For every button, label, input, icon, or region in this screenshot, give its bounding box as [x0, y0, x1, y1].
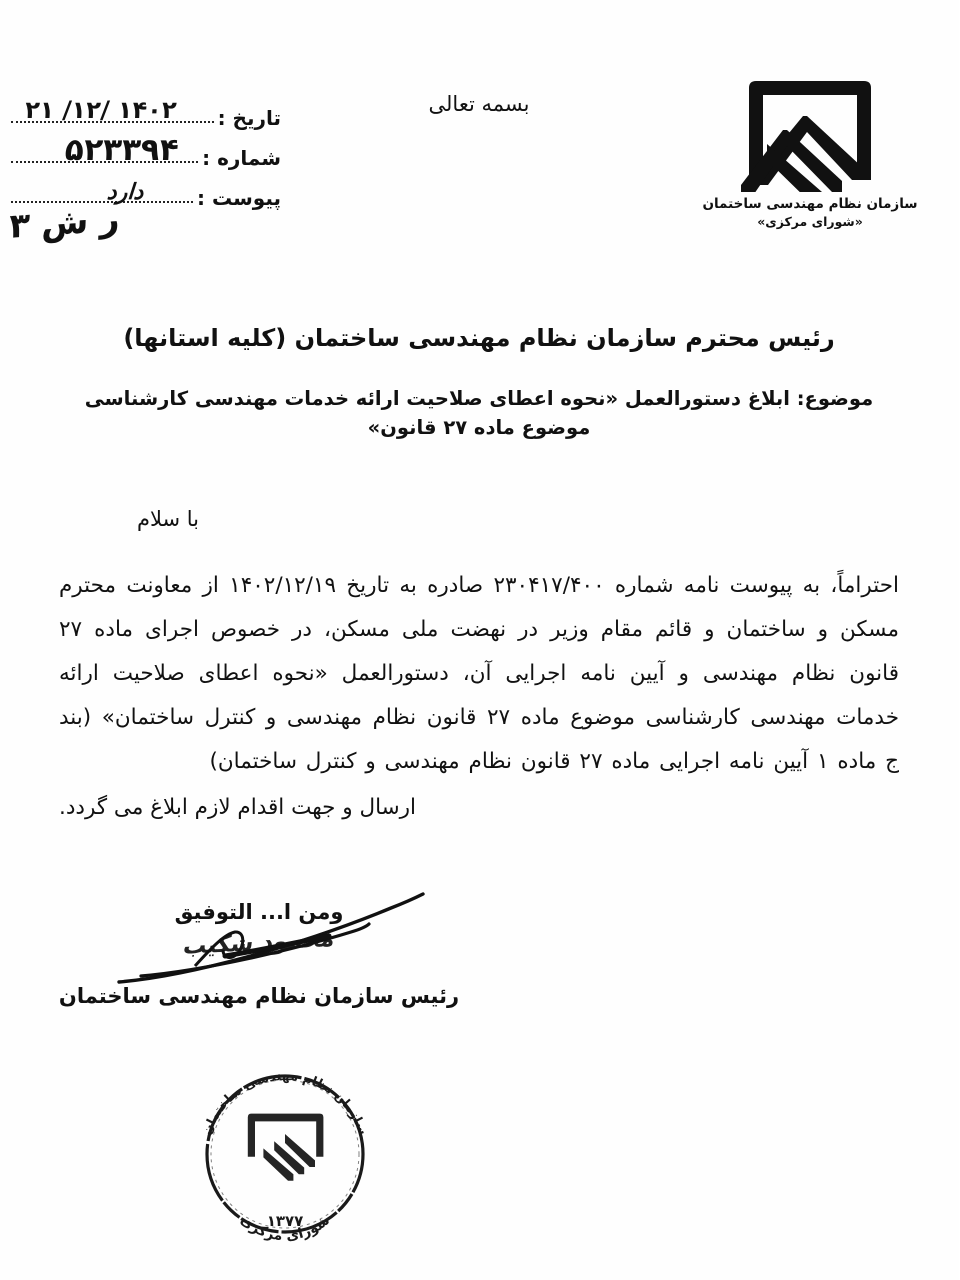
date-label: تاریخ : — [218, 106, 282, 130]
body-paragraph-text: احتراماً، به پیوست نامه شماره ۲۳۰۴۱۷/۴۰۰ صادره به تاریخ ۱۴۰۲/۱۲/۱۹ از معاونت محترم مسکن و ساختمان و قائم مقام وزیر در نهضت ملی مسکن، در خصوص اجرای ماده ۲۷ قانون نظام مهندسی و آیین نامه اجرایی آن، دستورالعمل «نحوه اعطای صلاحیت ارائه خدمات مهندسی کارشناسی موضوع ماده ۲۷ قانون نظام مهندسی و کنترل ساختمان» (بند ج ماده ۱ آیین نامه اجرایی ماده ۲۷ قانون نظام مهندسی و کنترل ساختمان) — [60, 572, 901, 775]
date-value: ۱۴۰۲ /۱۲/ ۲۱ — [25, 96, 179, 124]
logo-caption-primary: سازمان نظام مهندسی ساختمان — [703, 196, 919, 212]
logo-caption-secondary: «شورای مرکزی» — [758, 214, 864, 229]
subject-line — [60, 384, 900, 443]
number-label: شماره : — [203, 146, 282, 170]
signatory-title: رئیس سازمان نظام مهندسی ساختمان — [59, 984, 461, 1008]
subject-text: ابلاغ دستورالعمل «نحوه اعطای صلاحیت ارائه خدمات مهندسی کارشناسی موضوع ماده ۲۷ قانون» — [85, 387, 791, 440]
body-closing-line: ارسال و جهت اقدام لازم ابلاغ می گردد. — [60, 795, 417, 821]
meta-row-number — [8, 128, 284, 168]
official-round-seal — [186, 1058, 386, 1248]
organization-logo-block — [696, 72, 926, 229]
meta-row-attachment — [8, 168, 284, 208]
attachment-value: دارد — [107, 180, 146, 205]
organization-logo-icon — [736, 72, 886, 192]
signature-block — [0, 900, 520, 1008]
seal-top-text: سازمان نظام مهندسی ساختمان — [199, 1067, 373, 1137]
signature-stroke-icon — [0, 890, 520, 990]
handwritten-margin-note: ر ش ۳ — [9, 199, 122, 247]
number-value: ۵۲۳۳۹۴ — [64, 132, 181, 168]
seal-bottom-text: شورای مرکزی — [238, 1212, 334, 1245]
attachment-label: پیوست : — [197, 186, 282, 210]
subject-label: موضوع: — [797, 387, 875, 410]
letter-body — [60, 300, 900, 830]
addressee-line: رئیس محترم سازمان نظام مهندسی ساختمان (کلیه استانها) — [124, 324, 836, 352]
salutation-line: با سلام — [137, 506, 200, 531]
body-paragraph — [60, 564, 900, 830]
handwritten-signature-name: محمود شکیب — [182, 926, 338, 960]
seal-year: ۱۳۷۷ — [267, 1212, 305, 1230]
signature-motto: ومن ا... التوفیق — [175, 900, 345, 924]
invocation-text: بسمه تعالی — [429, 92, 531, 116]
letter-header — [0, 0, 960, 260]
signature-mark-area — [0, 924, 520, 982]
svg-text:سازمان نظام مهندسی ساختمان — [200, 1068, 372, 1137]
